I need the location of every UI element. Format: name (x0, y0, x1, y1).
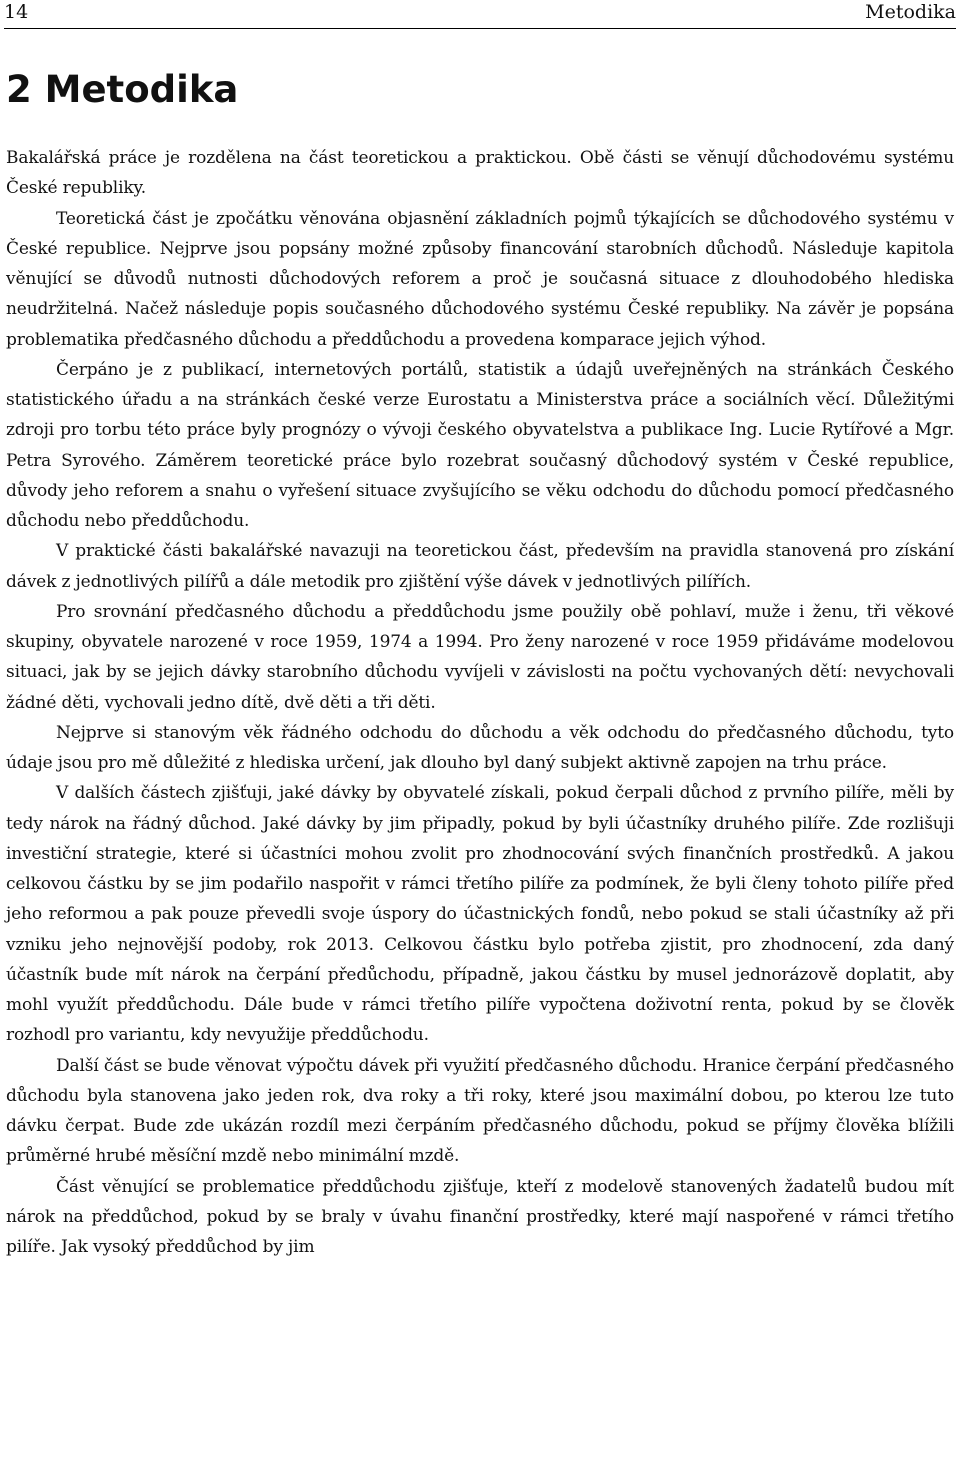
paragraph: Další část se bude věnovat výpočtu dávek při využití předčasného důchodu. Hranice čerpání předčasného důchodu byla stanovena jako jeden rok, dva roky a tři roky, které jsou maximální dobou, po kterou lze tuto dávku čerpat. Bude zde ukázán rozdíl mezi čerpáním předčasného důchodu, pokud se příjmy člověka blížili průměrné hrubé měsíční mzdě nebo minimální mzdě. (6, 1055, 954, 1167)
paragraph: V praktické části bakalářské navazuji na teoretickou část, především na pravidla stanovená pro získání dávek z jednotlivých pilířů a dále metodik pro zjištění výše dávek v jednotlivých pilířích. (6, 541, 954, 592)
page-header (4, 0, 956, 29)
body-text (6, 143, 954, 1262)
paragraph: Pro srovnání předčasného důchodu a předdůchodu jsme použily obě pohlaví, muže i ženu, tři věkové skupiny, obyvatele narozené v roce 1959, 1974 a 1994. Pro ženy narozené v roce 1959 přidáváme modelovou situaci, jak by se jejich dávky starobního důchodu vyvíjeli v závislosti na počtu vychovaných dětí: nevychovali žádné děti, vychovali jedno dítě, dvě děti a tři děti. (6, 601, 954, 713)
running-title: Metodika (865, 1, 956, 23)
chapter-title: 2 Metodika (6, 68, 239, 111)
paragraph: Teoretická část je zpočátku věnována objasnění základních pojmů týkajících se důchodového systému v České republice. Nejprve jsou popsány možné způsoby financování starobních důchodů. Následuje kapitola věnující se důvodů nutnosti důchodových reforem a proč je současná situace z dlouhodobého hlediska neudržitelná. Načež následuje popis současného důchodového systému České republiky. Na závěr je popsána problematika předčasného důchodu a předdůchodu a provedena komparace jejich výhod. (6, 208, 954, 350)
paragraph: Část věnující se problematice předdůchodu zjišťuje, kteří z modelově stanovených žadatelů budou mít nárok na předdůchod, pokud by se braly v úvahu finanční prostředky, které mají naspořené v rámci třetího pilíře. Jak vysoký předdůchod by jim (6, 1176, 954, 1257)
page-number: 14 (4, 1, 29, 23)
paragraph: Nejprve si stanovým věk řádného odchodu do důchodu a věk odchodu do předčasného důchodu, tyto údaje jsou pro mě důležité z hlediska určení, jak dlouho byl daný subjekt aktivně zapojen na trhu práce. (6, 722, 954, 773)
paragraph: V dalších částech zjišťuji, jaké dávky by obyvatelé získali, pokud čerpali důchod z prvního pilíře, měli by tedy nárok na řádný důchod. Jaké dávky by jim připadly, pokud by byli účastníky druhého pilíře. Zde rozlišuji investiční strategie, které si účastníci mohou zvolit pro zhodnocování svých finančních prostředků. A jakou celkovou částku by se jim podařilo naspořit v rámci třetího pilíře za podmínek, že byli členy tohoto pilíře před jeho reformou a pak pouze převedli svoje úspory do účastnických fondů, nebo pokud se stali účastníky až při vzniku jeho nejnovější podoby, rok 2013. Celkovou částku bylo potřeba zjistit, pro zhodnocení, zda daný účastník bude mít nárok na čerpání předůchodu, případně, jakou částku by musel jednorázově doplatit, aby mohl využít předdůchodu. Dále bude v rámci třetího pilíře vypočtena doživotní renta, pokud by se člověk rozhodl pro variantu, kdy nevyužije předdůchodu. (6, 783, 954, 1046)
paragraph: Bakalářská práce je rozdělena na část teoretickou a praktickou. Obě části se věnují důchodovému systému České republiky. (6, 148, 954, 199)
paragraph: Čerpáno je z publikací, internetových portálů, statistik a údajů uveřejněných na stránkách Českého statistického úřadu a na stránkách české verze Eurostatu a Ministerstva práce a sociálních věcí. Důležitými zdroji pro torbu této práce byly prognózy o vývoji českého obyvatelstva a publikace Ing. Lucie Rytířové a Mgr. Petra Syrového. Záměrem teoretické práce bylo rozebrat současný důchodový systém v České republice, důvody jeho reforem a snahu o vyřešení situace zvyšujícího se věku odchodu do důchodu pomocí předčasného důchodu nebo předdůchodu. (6, 359, 954, 531)
